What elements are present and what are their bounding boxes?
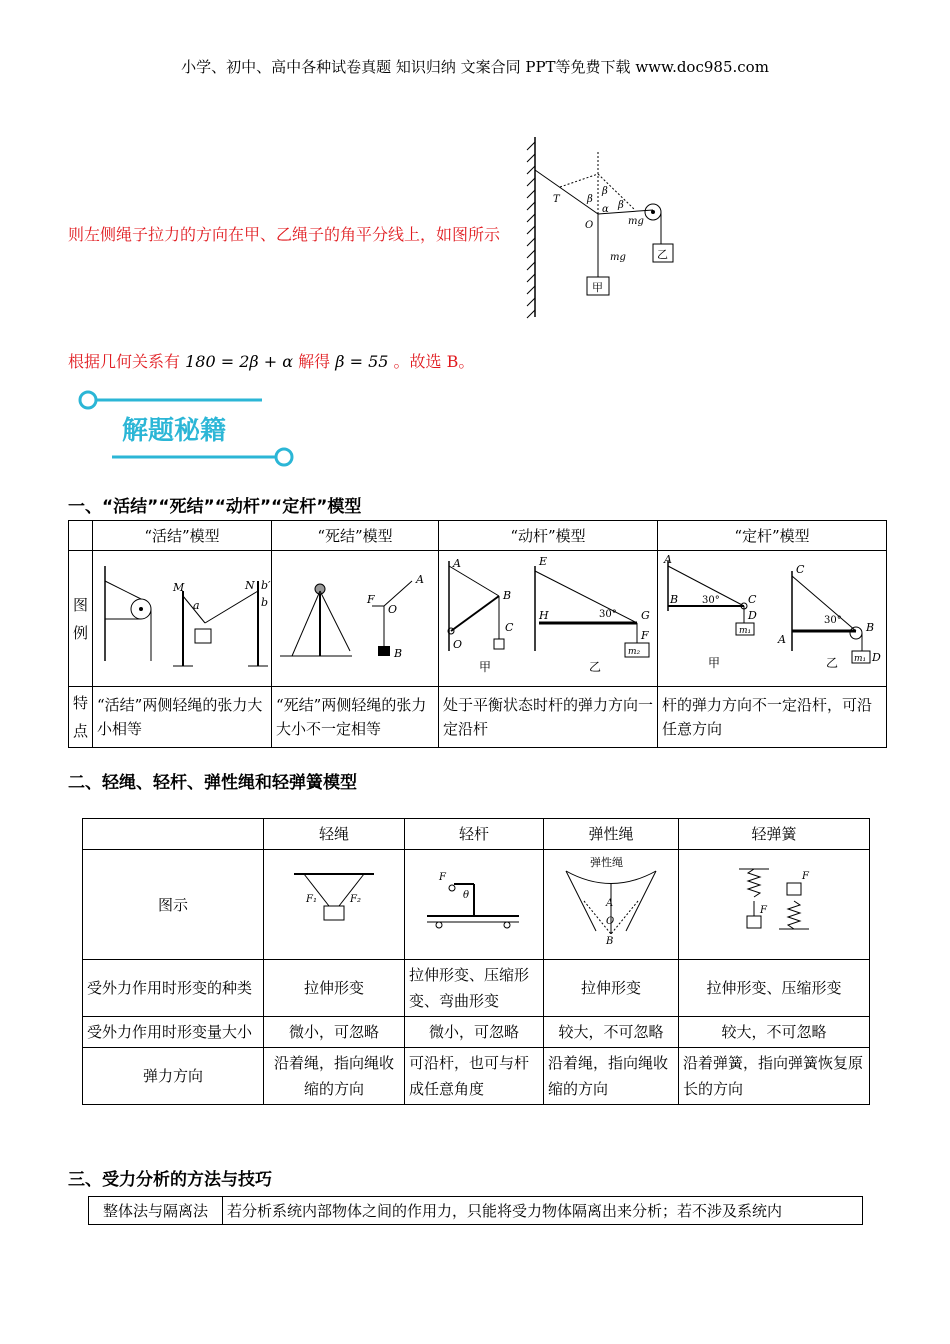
- models-table-2: 轻绳 轻杆 弹性绳 轻弹簧 图示 F₁ F₂ F θ 弹性绳 A O B F F 受外力作用时形变的种类 拉伸形变 拉伸形变、压缩形变、弯曲形变 拉伸形变 拉伸形变、压缩形变 受外力作用时形变量大小 微小，可忽略 微小，可忽略 较大，不可忽略 较大，不可忽略 弹力方向 沿着绳，指向绳收缩的方向 可沿杆，也可与杆成任意角度 沿着绳，指向绳收缩的方向 沿着弹簧，指向弹簧恢复原长的方向: [82, 818, 870, 1105]
- section3-title: 三、受力分析的方法与技巧: [68, 1170, 272, 1190]
- svg-text:m₁: m₁: [854, 654, 867, 664]
- banner-title: 解题秘籍: [122, 416, 227, 446]
- svg-text:β: β: [618, 200, 624, 211]
- light-rope-fig: [284, 866, 384, 936]
- svg-text:F: F: [641, 629, 649, 642]
- solution-line-1: 则左侧绳子拉力的方向在甲、乙绳子的角平分线上，如图所示: [68, 225, 501, 244]
- svg-text:甲: 甲: [708, 656, 721, 670]
- page-header: 小学、初中、高中各种试卷真题 知识归纳 文案合同 PPT等免费下载 www.doc985.com: [181, 58, 769, 76]
- moving-rod-fig: [439, 551, 657, 679]
- svg-text:α: α: [602, 204, 609, 215]
- svg-text:A: A: [416, 573, 424, 586]
- jia-label: 甲: [592, 281, 603, 294]
- svg-text:B: B: [394, 647, 403, 660]
- svg-text:A: A: [606, 897, 614, 909]
- svg-text:C: C: [748, 593, 757, 606]
- active-knot-fig: [93, 551, 271, 679]
- svg-text:F: F: [439, 871, 446, 883]
- svg-text:B: B: [503, 589, 512, 602]
- svg-text:mg: mg: [610, 252, 626, 263]
- svg-text:F: F: [760, 904, 767, 916]
- svg-text:β: β: [602, 186, 608, 197]
- light-rod-fig: [419, 866, 529, 936]
- svg-text:β: β: [587, 194, 593, 205]
- svg-text:m₂: m₂: [628, 647, 641, 657]
- model-table: “活结”模型 “死结”模型 “动杆”模型 “定杆”模型 图例 M a N b′ b A O F B A B C O 甲 E H G F 30° m₂ 乙 A B 30° C D m₁ 甲 C 30° A B D m₁ 乙 特点 “活结”两侧轻绳的张力大小相等 “死结”两侧轻绳的张力大小不一定相等 处于平衡状态时杆的弹力方向一定沿杆 杆的弹力方向不一定沿杆，可沿任意方向: [68, 520, 887, 748]
- svg-text:C: C: [796, 563, 805, 576]
- fixed-rod-fig: [658, 551, 886, 679]
- svg-text:乙: 乙: [826, 656, 839, 670]
- svg-text:F: F: [802, 870, 809, 882]
- svg-text:b′: b′: [261, 579, 271, 592]
- svg-text:m₁: m₁: [739, 626, 752, 636]
- svg-text:N: N: [245, 579, 255, 592]
- yi-label: 乙: [657, 248, 668, 261]
- svg-text:mg: mg: [628, 216, 644, 227]
- svg-text:D: D: [872, 651, 881, 664]
- elastic-rope-fig: [556, 856, 666, 946]
- solution-line-2: 根据几何关系有 180 = 2β + α 解得 β = 55 。故选 B。: [68, 352, 475, 371]
- svg-text:F: F: [367, 593, 375, 606]
- svg-text:A: A: [778, 633, 786, 646]
- svg-text:A: A: [453, 557, 461, 570]
- svg-text:H: H: [539, 609, 549, 622]
- section1-title: 一、“活结”“死结”“动杆”“定杆”模型: [68, 497, 362, 517]
- svg-text:O: O: [606, 915, 615, 927]
- result: β = 55: [335, 352, 389, 371]
- svg-text:F₂: F₂: [350, 893, 361, 905]
- svg-text:30°: 30°: [824, 615, 842, 626]
- svg-text:O: O: [388, 603, 398, 616]
- svg-text:θ: θ: [463, 889, 470, 901]
- svg-text:30°: 30°: [599, 609, 617, 620]
- svg-text:B: B: [866, 621, 875, 634]
- svg-text:O: O: [585, 220, 594, 231]
- force-diagram: [515, 132, 685, 322]
- svg-text:M: M: [173, 581, 185, 594]
- svg-text:O: O: [453, 638, 463, 651]
- svg-text:F₁: F₁: [306, 893, 317, 905]
- svg-text:G: G: [641, 609, 650, 622]
- svg-text:C: C: [505, 621, 514, 634]
- equation: 180 = 2β + α: [185, 352, 294, 371]
- dead-knot-fig: [272, 551, 438, 679]
- svg-text:30°: 30°: [702, 595, 720, 606]
- svg-text:弹性绳: 弹性绳: [590, 855, 623, 869]
- svg-text:B: B: [606, 935, 614, 946]
- svg-text:T: T: [553, 194, 560, 205]
- svg-text:B: B: [670, 593, 679, 606]
- banner: [72, 384, 302, 474]
- methods-table: 整体法与隔离法 若分析系统内部物体之间的作用力，只能将受力物体隔离出来分析；若不涉及系统内: [88, 1196, 863, 1225]
- svg-text:甲: 甲: [479, 660, 492, 674]
- svg-text:a: a: [193, 599, 200, 612]
- svg-text:E: E: [539, 555, 548, 568]
- svg-text:D: D: [748, 609, 757, 622]
- section2-title: 二、轻绳、轻杆、弹性绳和轻弹簧模型: [68, 773, 357, 793]
- svg-text:b: b: [261, 596, 269, 609]
- svg-text:A: A: [664, 553, 672, 566]
- spring-fig: [724, 861, 824, 941]
- svg-text:乙: 乙: [589, 660, 602, 674]
